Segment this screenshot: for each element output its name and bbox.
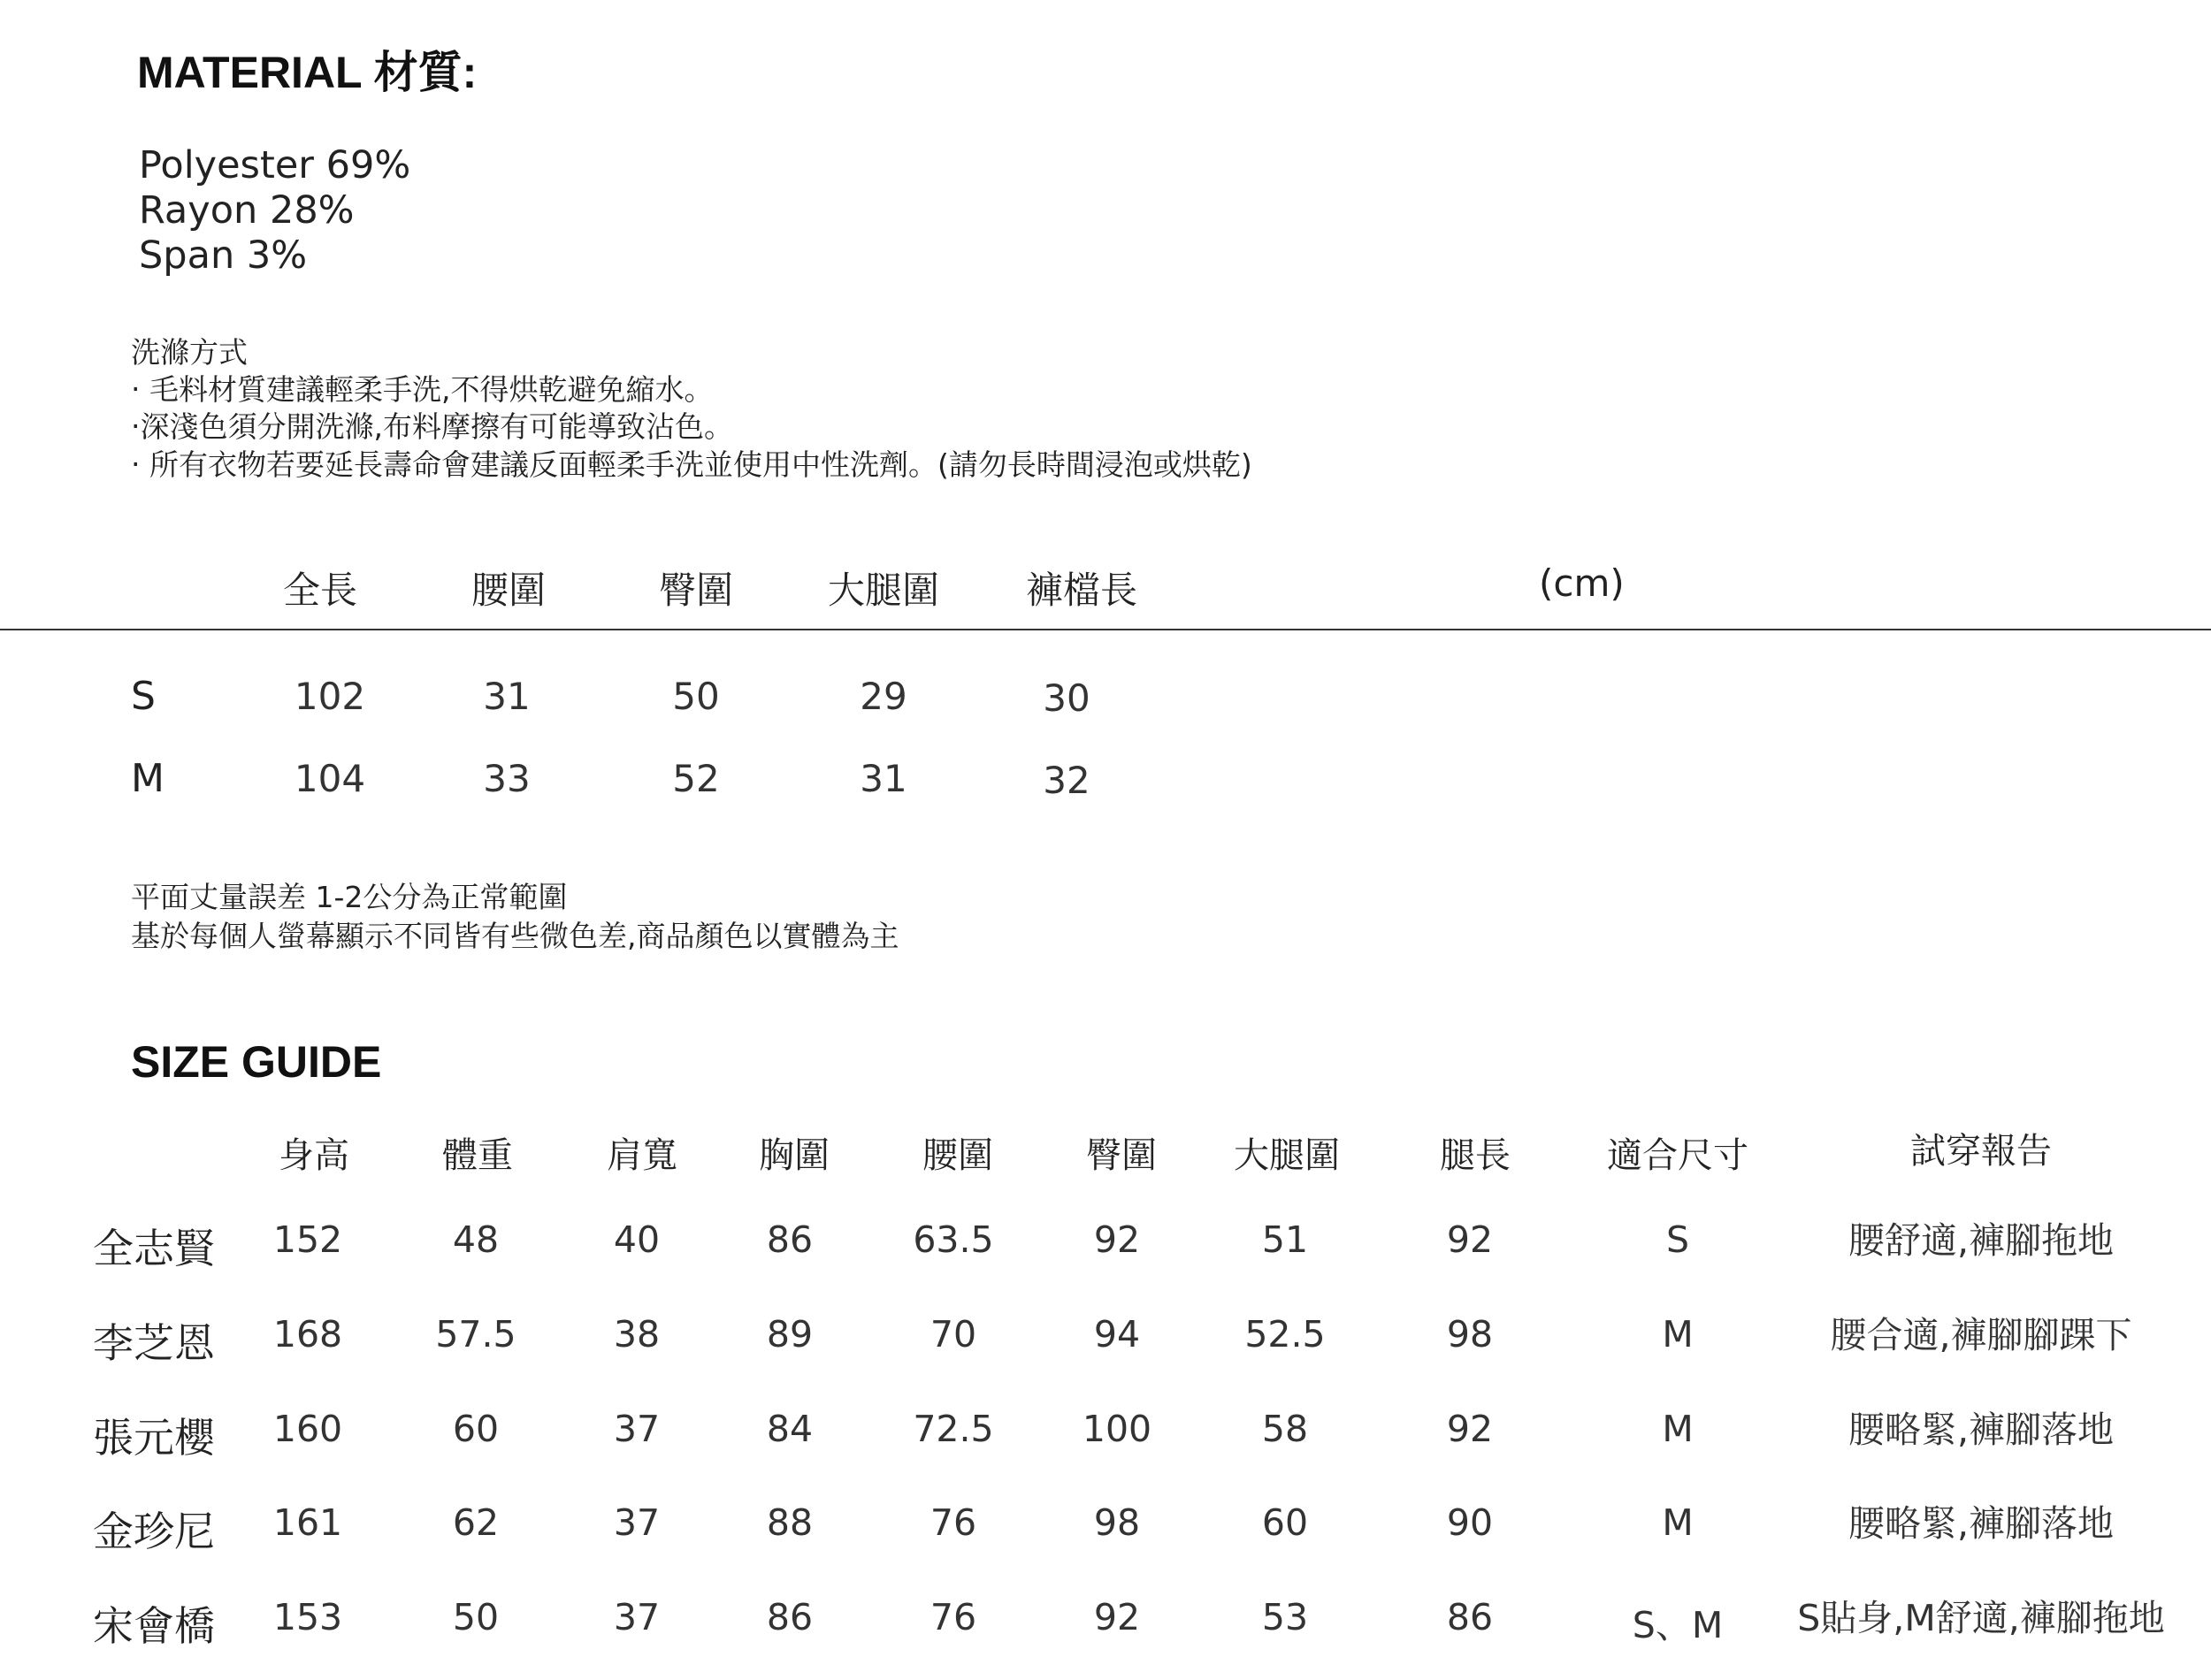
size-label: M bbox=[131, 756, 164, 801]
guide-cell: 48 bbox=[452, 1218, 500, 1261]
guide-header: 適合尺寸 bbox=[1607, 1135, 1748, 1176]
care-line: ‧ 毛料材質建議輕柔手洗,不得烘乾避免縮水。 bbox=[131, 372, 714, 407]
guide-header: 胸圍 bbox=[759, 1135, 830, 1176]
measure-cell: 104 bbox=[294, 757, 366, 800]
guide-cell: 76 bbox=[930, 1501, 977, 1544]
guide-cell: 98 bbox=[1446, 1313, 1494, 1355]
guide-header: 腿長 bbox=[1440, 1135, 1511, 1176]
note-line: 平面丈量誤差 1-2公分為正常範圍 bbox=[131, 880, 568, 914]
guide-cell: 86 bbox=[1446, 1596, 1494, 1638]
care-line: ‧深淺色須分開洗滌,布料摩擦有可能導致沾色。 bbox=[131, 409, 733, 444]
guide-report: 腰舒適,褲腳拖地 bbox=[1848, 1219, 2115, 1262]
guide-cell: M bbox=[1662, 1501, 1694, 1544]
guide-cell: 62 bbox=[452, 1501, 500, 1544]
guide-cell: 72.5 bbox=[913, 1408, 994, 1450]
guide-cell: 100 bbox=[1082, 1408, 1152, 1450]
measure-header: 全長 bbox=[283, 569, 358, 612]
guide-cell: 160 bbox=[272, 1408, 343, 1450]
guide-cell: 92 bbox=[1446, 1408, 1494, 1450]
guide-cell: 60 bbox=[1261, 1501, 1309, 1544]
guide-cell: S、M bbox=[1632, 1604, 1724, 1646]
guide-cell: 40 bbox=[613, 1218, 661, 1261]
guide-header: 體重 bbox=[442, 1135, 513, 1176]
measure-cell: 29 bbox=[860, 675, 907, 718]
guide-header: 肩寬 bbox=[607, 1135, 677, 1176]
guide-cell: 76 bbox=[930, 1596, 977, 1638]
guide-cell: 94 bbox=[1093, 1313, 1141, 1355]
guide-report: S貼身,M舒適,褲腳拖地 bbox=[1797, 1597, 2165, 1639]
size-guide-title: SIZE GUIDE bbox=[131, 1037, 382, 1087]
guide-cell: 152 bbox=[272, 1218, 343, 1261]
care-line: ‧ 所有衣物若要延長壽命會建議反面輕柔手洗並使用中性洗劑。(請勿長時間浸泡或烘乾) bbox=[131, 447, 1252, 482]
material-line: Span 3% bbox=[139, 233, 308, 278]
guide-cell: 51 bbox=[1261, 1218, 1309, 1261]
measure-header: 腰圍 bbox=[471, 569, 547, 612]
guide-cell: 70 bbox=[930, 1313, 977, 1355]
guide-person-name: 金珍尼 bbox=[93, 1508, 215, 1555]
measure-cell: 31 bbox=[860, 757, 907, 800]
guide-cell: 89 bbox=[766, 1313, 814, 1355]
care-title: 洗滌方式 bbox=[131, 335, 248, 370]
guide-report: 腰合適,褲腳腳踝下 bbox=[1830, 1314, 2132, 1356]
measure-cell: 30 bbox=[1043, 676, 1090, 720]
measure-cell: 52 bbox=[672, 757, 720, 800]
guide-cell: 63.5 bbox=[913, 1218, 994, 1261]
guide-cell: 92 bbox=[1093, 1218, 1141, 1261]
guide-cell: S bbox=[1665, 1218, 1690, 1261]
measure-cell: 32 bbox=[1043, 759, 1090, 802]
guide-header: 大腿圍 bbox=[1234, 1135, 1340, 1176]
guide-cell: 60 bbox=[452, 1408, 500, 1450]
guide-cell: 57.5 bbox=[435, 1313, 516, 1355]
guide-cell: M bbox=[1662, 1313, 1694, 1355]
guide-report: 腰略緊,褲腳落地 bbox=[1848, 1502, 2115, 1545]
guide-cell: 37 bbox=[613, 1596, 661, 1638]
guide-cell: 38 bbox=[613, 1313, 661, 1355]
guide-cell: 50 bbox=[452, 1596, 500, 1638]
material-line: Rayon 28% bbox=[139, 188, 355, 233]
guide-person-name: 全志賢 bbox=[93, 1225, 215, 1272]
measure-header: 大腿圍 bbox=[828, 569, 940, 612]
measure-header: 臀圍 bbox=[659, 569, 734, 612]
guide-header: 試穿報告 bbox=[1910, 1131, 2052, 1172]
guide-cell: 90 bbox=[1446, 1501, 1494, 1544]
measure-cell: 31 bbox=[483, 675, 531, 718]
guide-cell: 168 bbox=[272, 1313, 343, 1355]
guide-cell: 153 bbox=[272, 1596, 343, 1638]
guide-cell: 92 bbox=[1446, 1218, 1494, 1261]
guide-report: 腰略緊,褲腳落地 bbox=[1848, 1409, 2115, 1451]
measure-cell: 33 bbox=[483, 757, 531, 800]
guide-header: 腰圍 bbox=[922, 1135, 993, 1176]
guide-cell: M bbox=[1662, 1408, 1694, 1450]
guide-header: 臀圍 bbox=[1086, 1135, 1157, 1176]
guide-cell: 98 bbox=[1093, 1501, 1141, 1544]
guide-cell: 37 bbox=[613, 1408, 661, 1450]
measure-cell: 102 bbox=[294, 675, 366, 718]
guide-cell: 84 bbox=[766, 1408, 814, 1450]
measure-cell: 50 bbox=[672, 675, 720, 718]
guide-person-name: 宋會橋 bbox=[93, 1602, 215, 1650]
guide-header: 身高 bbox=[279, 1135, 349, 1176]
guide-cell: 53 bbox=[1261, 1596, 1309, 1638]
guide-person-name: 李芝恩 bbox=[93, 1319, 215, 1367]
guide-cell: 58 bbox=[1261, 1408, 1309, 1450]
guide-cell: 92 bbox=[1093, 1596, 1141, 1638]
guide-cell: 86 bbox=[766, 1596, 814, 1638]
table-divider bbox=[0, 629, 2211, 630]
material-line: Polyester 69% bbox=[139, 143, 411, 187]
guide-cell: 161 bbox=[272, 1501, 343, 1544]
size-label: S bbox=[131, 674, 156, 719]
guide-cell: 88 bbox=[766, 1501, 814, 1544]
material-title: MATERIAL 材質: bbox=[137, 48, 478, 97]
guide-cell: 52.5 bbox=[1244, 1313, 1326, 1355]
guide-cell: 37 bbox=[613, 1501, 661, 1544]
measure-header: 褲檔長 bbox=[1026, 569, 1138, 612]
guide-person-name: 張元櫻 bbox=[93, 1414, 215, 1462]
note-line: 基於每個人螢幕顯示不同皆有些微色差,商品顏色以實體為主 bbox=[131, 919, 899, 953]
unit-label: (cm) bbox=[1539, 561, 1625, 605]
guide-cell: 86 bbox=[766, 1218, 814, 1261]
